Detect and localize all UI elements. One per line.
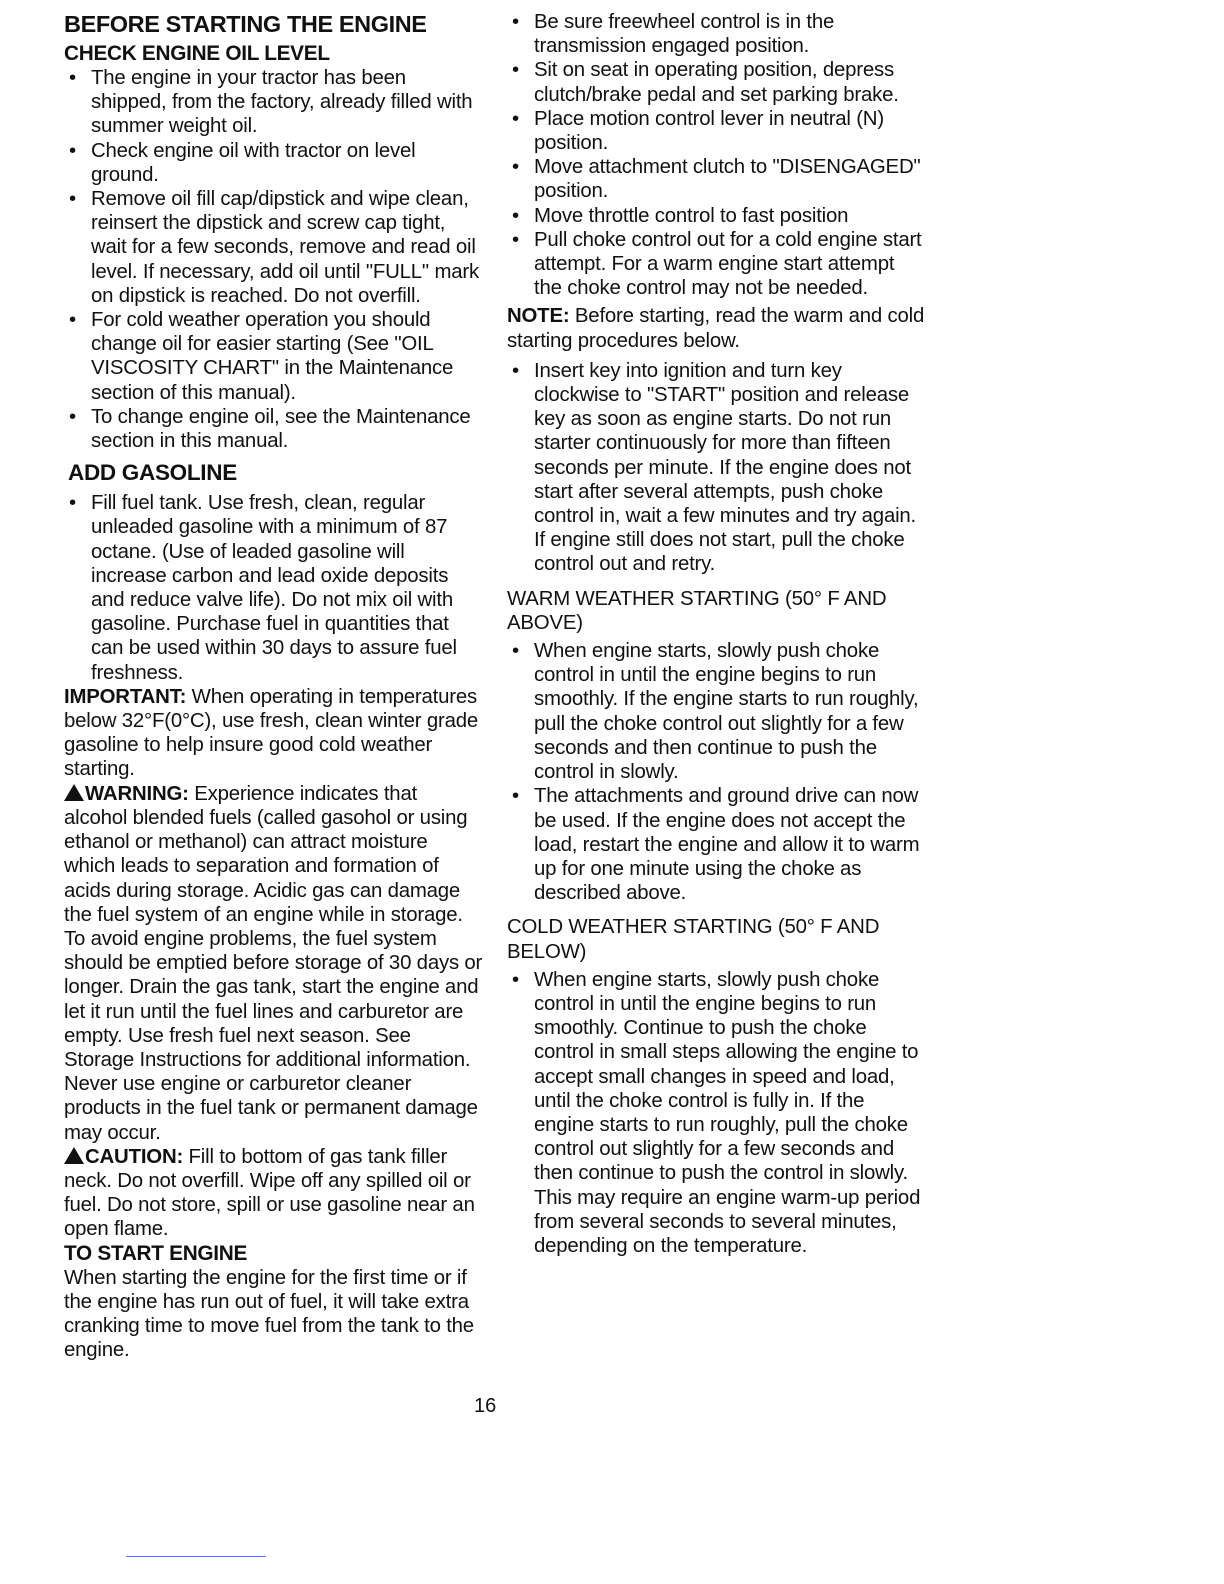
list-item: • Remove oil fill cap/dipstick and wipe clean, reinsert the dipstick and screw cap tight, wait for a few seconds, remove and read oil level. If necessary, add oil until "FULL" mark on dipstick is reached. Do not overfill.: [64, 187, 484, 308]
list-item: • When engine starts, slowly push choke control in until the engine begins to run smoothly. If the engine starts to run roughly, pull the choke control out slightly for a few seconds and then continue to push the control in slowly.: [507, 639, 925, 784]
caution-text: Fill to bottom of gas tank filler neck. Do not overfill. Wipe off any spilled oil or fuel. Do not store, spill or use gasoline near an open flame.: [64, 1145, 475, 1241]
gasoline-list: [64, 491, 484, 685]
cold-list: [507, 968, 925, 1258]
oil-list: [64, 66, 484, 453]
gasoline-heading: ADD GASOLINE: [68, 460, 237, 486]
list-item: • Pull choke control out for a cold engine start attempt. For a warm engine start attempt the choke control may not be needed.: [507, 228, 925, 301]
list-item: • Place motion control lever in neutral (N) position.: [507, 107, 925, 155]
important-label: IMPORTANT:: [64, 685, 187, 708]
important-paragraph: [64, 685, 484, 782]
list-item: • The attachments and ground drive can now be used. If the engine does not accept the load, restart the engine and allow it to warm up for one minute using the choke as described above.: [507, 784, 925, 905]
list-item: • Sit on seat in operating position, depress clutch/brake pedal and set parking brake.: [507, 58, 925, 106]
warm-heading: WARM WEATHER STARTING (50° F AND ABOVE): [507, 587, 887, 634]
page-number: 16: [474, 1395, 497, 1417]
left-column: [64, 10, 484, 1362]
note-paragraph: [507, 304, 925, 352]
cold-heading: COLD WEATHER STARTING (50° F AND BELOW): [507, 916, 880, 963]
note-label: NOTE:: [507, 305, 570, 328]
warning-paragraph: [64, 782, 484, 1145]
important-text: When operating in temperatures below 32°F(0°C), use fresh, clean winter grade gasoline to help insure good cold weather starting.: [64, 685, 478, 781]
note-text: Before starting, read the warm and cold starting procedures below.: [507, 305, 925, 352]
start-text: When starting the engine for the first time or if the engine has run out of fuel, it will take extra cranking time to move fuel from the tank to the engine.: [64, 1266, 474, 1362]
list-item: • Insert key into ignition and turn key clockwise to "START" position and release key as soon as engine starts. Do not run starter continuously for more than fifteen seconds per minute. If the engine does not start after several attempts, push choke control in, wait a few minutes and try again. If engine still does not start, pull the choke control out and retry.: [507, 359, 925, 577]
page-title: BEFORE STARTING THE ENGINE: [64, 11, 427, 37]
warm-list: [507, 639, 925, 905]
right-column: [507, 10, 925, 1258]
start-heading: TO START ENGINE: [64, 1241, 248, 1265]
list-item: • When engine starts, slowly push choke control in until the engine begins to run smoothly. Continue to push the choke control in small steps allowing the engine to accept small changes in speed and load, until the choke control is fully in. If the engine starts to run roughly, pull the choke control out slightly for a few seconds and then continue to push the control in slowly. This may require an engine warm-up period from several seconds to several minutes, depending on the temperature.: [507, 968, 925, 1258]
list-item: • Check engine oil with tractor on level ground.: [64, 139, 484, 187]
list-item: • Move attachment clutch to "DISENGAGED" position.: [507, 155, 925, 203]
list-item: • Fill fuel tank. Use fresh, clean, regular unleaded gasoline with a minimum of 87 octane. (Use of leaded gasoline will increase carbon and lead oxide deposits and reduce valve life). Do not mix oil with gasoline. Purchase fuel in quantities that can be used within 30 days to assure fuel freshness.: [64, 491, 484, 685]
warning-triangle-icon: [64, 784, 84, 801]
list-item: • For cold weather operation you should change oil for easier starting (See "OIL VISCOSITY CHART" in the Maintenance section of this manual).: [64, 308, 484, 405]
warning-text: Experience indicates that alcohol blended fuels (called gasohol or using ethanol or methanol) can attract moisture which leads to separation and formation of acids during storage. Acidic gas can damage the fuel system of an engine while in storage. To avoid engine problems, the fuel system should be emptied before storage of 30 days or longer. Drain the gas tank, start the engine and let it run until the fuel lines and carburetor are empty. Use fresh fuel next season. See Storage Instructions for additional information. Never use engine or carburetor cleaner products in the fuel tank or permanent damage may occur.: [64, 782, 483, 1144]
caution-paragraph: [64, 1145, 484, 1242]
caution-label: CAUTION:: [85, 1145, 184, 1168]
oil-heading: CHECK ENGINE OIL LEVEL: [64, 42, 330, 65]
list-item: • Move throttle control to fast position: [507, 204, 925, 228]
warning-label: WARNING:: [85, 782, 189, 805]
list-item: • Be sure freewheel control is in the transmission engaged position.: [507, 10, 925, 58]
caution-triangle-icon: [64, 1147, 84, 1164]
footer-rule: [126, 1556, 266, 1557]
key-list: [507, 359, 925, 577]
list-item: • The engine in your tractor has been shipped, from the factory, already filled with summer weight oil.: [64, 66, 484, 139]
prestart-list: [507, 10, 925, 300]
list-item: • To change engine oil, see the Maintenance section in this manual.: [64, 405, 484, 453]
